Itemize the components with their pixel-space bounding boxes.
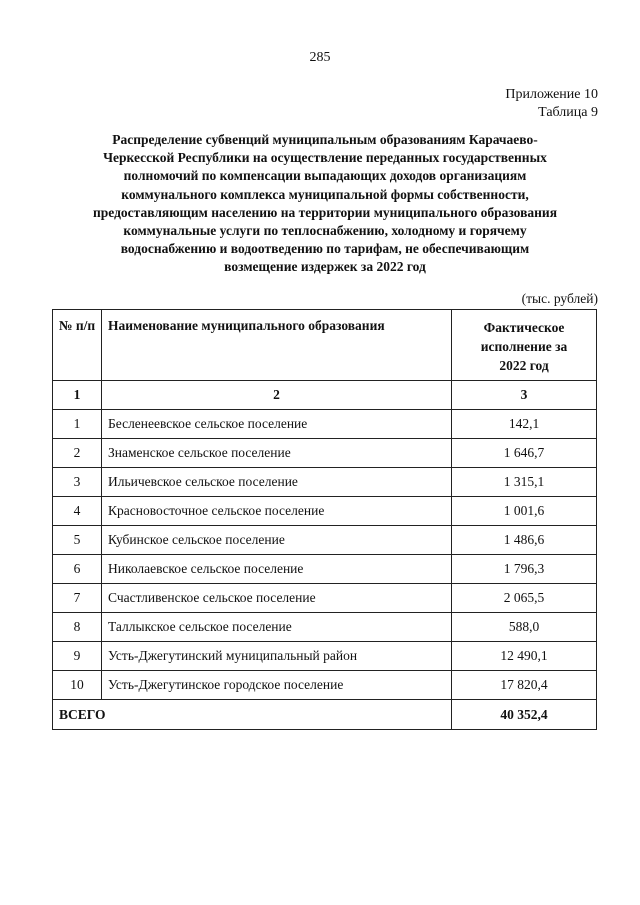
header-name: Наименование муниципального образования [102,310,452,381]
table-row [53,497,597,526]
table-row [53,555,597,584]
table-row [53,613,597,642]
total-row [53,700,597,730]
table-row [53,410,597,439]
row-name: Усть-Джегутинский муниципальный район [102,642,452,671]
unit-label: (тыс. рублей) [521,291,598,306]
page-number: 285 [309,50,331,65]
row-value: 1 646,7 [452,439,597,468]
row-num: 9 [53,642,102,671]
appendix-block [505,86,598,122]
column-number: 2 [102,381,452,410]
row-num: 1 [53,410,102,439]
row-name: Красновосточное сельское поселение [102,497,452,526]
title-line: возмещение издержек за 2022 год [224,259,426,275]
row-num: 5 [53,526,102,555]
title-line: коммунальные услуги по теплоснабжению, холодному и горячему [123,223,527,239]
row-value: 1 001,6 [452,497,597,526]
title-line: Черкесской Республики на осуществление переданных государственных [103,150,547,166]
header-value-line: Фактическое [483,320,565,335]
title-line: полномочий по компенсации выпадающих доходов организациям [123,168,527,184]
row-value: 588,0 [452,613,597,642]
row-name: Таллыкское сельское поселение [102,613,452,642]
table-row [53,642,597,671]
row-name: Кубинское сельское поселение [102,526,452,555]
header-value-line: 2022 год [499,358,549,373]
row-value: 142,1 [452,410,597,439]
row-num: 10 [53,671,102,700]
row-num: 2 [53,439,102,468]
table-row [53,584,597,613]
row-name: Ильичевское сельское поселение [102,468,452,497]
row-name: Знаменское сельское поселение [102,439,452,468]
title-line: коммунального комплекса муниципальной формы собственности, [121,186,529,202]
column-number: 1 [53,381,102,410]
title-line: водоснабжению и водоотведению по тарифам, не обеспечивающим [120,241,530,257]
row-name: Счастливенское сельское поселение [102,584,452,613]
total-label: ВСЕГО [53,700,452,730]
column-number-row [53,381,597,410]
row-value: 1 315,1 [452,468,597,497]
row-num: 4 [53,497,102,526]
row-name: Николаевское сельское поселение [102,555,452,584]
row-num: 3 [53,468,102,497]
row-num: 6 [53,555,102,584]
header-num: № п/п [53,310,102,381]
table-label: Таблица 9 [538,105,598,120]
row-value: 12 490,1 [452,642,597,671]
table-row [53,468,597,497]
table-row [53,671,597,700]
header-value-line: исполнение за [480,339,568,354]
table-row [53,439,597,468]
column-number: 3 [452,381,597,410]
table-row [53,526,597,555]
appendix-label: Приложение 10 [505,87,598,102]
row-value: 1 486,6 [452,526,597,555]
total-value: 40 352,4 [452,700,597,730]
document-title [60,131,590,277]
header-value [452,310,597,381]
row-num: 7 [53,584,102,613]
row-value: 17 820,4 [452,671,597,700]
subsidy-table [52,309,597,730]
title-line: предоставляющим населению на территории муниципального образования [92,204,557,220]
row-name: Усть-Джегутинское городское поселение [102,671,452,700]
row-value: 2 065,5 [452,584,597,613]
row-name: Бесленеевское сельское поселение [102,410,452,439]
row-num: 8 [53,613,102,642]
row-value: 1 796,3 [452,555,597,584]
title-line: Распределение субвенций муниципальным образованиям Карачаево- [112,132,538,147]
header-row [53,310,597,381]
